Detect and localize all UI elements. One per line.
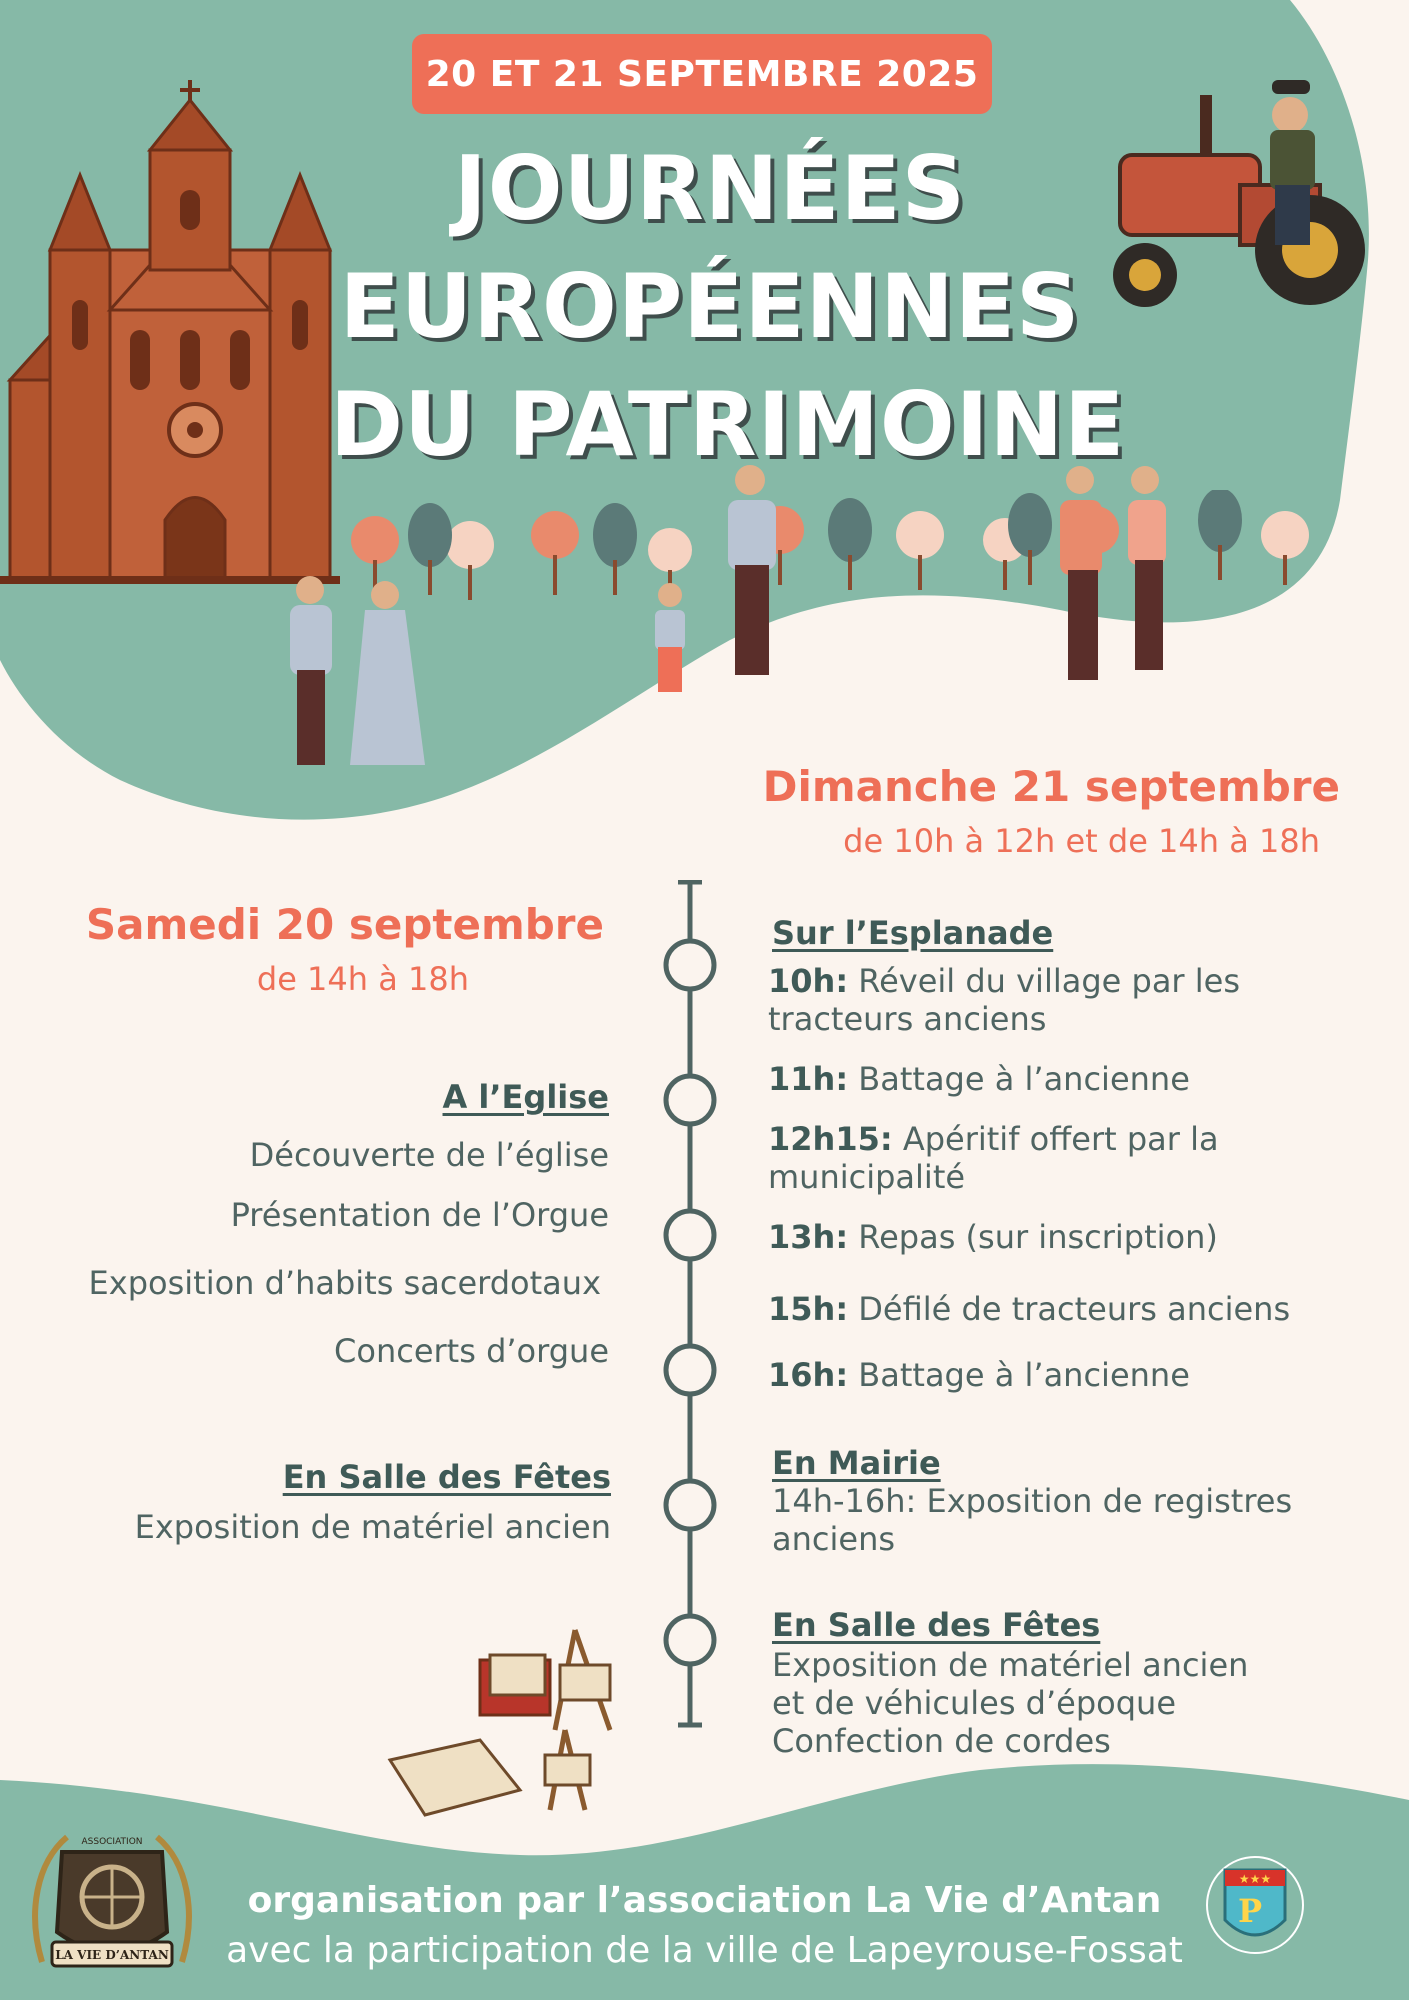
books-easels-illustration — [380, 1620, 640, 1820]
association-logo-text: LA VIE D’ANTAN — [55, 1948, 169, 1962]
event-10h — [768, 962, 1328, 1038]
sunday-salle-item-2: et de véhicules d’époque — [772, 1684, 1177, 1722]
couple-illustration — [255, 575, 455, 795]
walkers-illustration — [1040, 465, 1240, 715]
sunday-title: Dimanche 21 septembre — [762, 762, 1340, 811]
event-text: Battage à l’ancienne — [858, 1060, 1190, 1098]
event-13h — [768, 1218, 1328, 1256]
event-time: 15h: — [768, 1290, 849, 1328]
event-time: 10h: — [768, 962, 849, 1000]
eglise-item-3: Exposition d’habits sacerdotaux — [88, 1264, 601, 1302]
event-text: Apéritif offert par la municipalité — [768, 1120, 1219, 1196]
event-time: 12h15: — [768, 1120, 893, 1158]
family-illustration — [630, 465, 830, 715]
title-line-3: DU PATRIMOINE — [330, 373, 1126, 476]
eglise-item-4: Concerts d’orgue — [334, 1332, 609, 1370]
sunday-mairie-heading: En Mairie — [772, 1444, 941, 1482]
footer-organizer: organisation par l’association La Vie d’Antan — [247, 1880, 1162, 1921]
date-badge: 20 ET 21 SEPTEMBRE 2025 — [412, 34, 992, 114]
event-16h — [768, 1356, 1328, 1394]
title-line-1: JOURNÉES — [453, 137, 967, 240]
sunday-salle-item-1: Exposition de matériel ancien — [772, 1646, 1249, 1684]
saturday-title: Samedi 20 septembre — [85, 900, 604, 949]
event-11h — [768, 1060, 1328, 1098]
saturday-salle-heading: En Salle des Fêtes — [282, 1458, 611, 1496]
event-12h15 — [768, 1120, 1328, 1196]
page-title — [330, 130, 1126, 484]
event-time: 11h: — [768, 1060, 849, 1098]
association-logo-caption: ASSOCIATION — [81, 1837, 143, 1847]
town-crest-letter: P — [1237, 1892, 1263, 1930]
mairie-text: 14h-16h: Exposition de registres anciens — [772, 1482, 1293, 1558]
eglise-item-2: Présentation de l’Orgue — [230, 1196, 609, 1234]
church-illustration — [0, 80, 340, 600]
event-time: 13h: — [768, 1218, 849, 1256]
tractor-illustration — [1100, 75, 1400, 345]
event-text: Battage à l’ancienne — [858, 1356, 1190, 1394]
sunday-hours: de 10h à 12h et de 14h à 18h — [843, 822, 1320, 860]
event-15h — [768, 1290, 1388, 1328]
sunday-salle-item-3: Confection de cordes — [772, 1722, 1111, 1760]
saturday-hours: de 14h à 18h — [256, 960, 469, 998]
footer-participation: avec la participation de la ville de Lapeyrouse-Fossat — [226, 1930, 1183, 1971]
saturday-eglise-heading: A l’Eglise — [442, 1078, 609, 1116]
event-time: 16h: — [768, 1356, 849, 1394]
svg-text:★★★: ★★★ — [1238, 1872, 1272, 1886]
eglise-item-1: Découverte de l’église — [249, 1136, 609, 1174]
event-text: Repas (sur inscription) — [858, 1218, 1218, 1256]
saturday-salle-item: Exposition de matériel ancien — [134, 1508, 611, 1546]
sunday-salle-heading: En Salle des Fêtes — [772, 1606, 1101, 1644]
timeline — [660, 880, 720, 1730]
sunday-esplanade-heading: Sur l’Esplanade — [772, 914, 1054, 952]
event-text: Défilé de tracteurs anciens — [858, 1290, 1291, 1328]
event-text: Réveil du village par les tracteurs anciens — [768, 962, 1240, 1038]
title-line-2: EUROPÉENNES — [339, 255, 1081, 358]
